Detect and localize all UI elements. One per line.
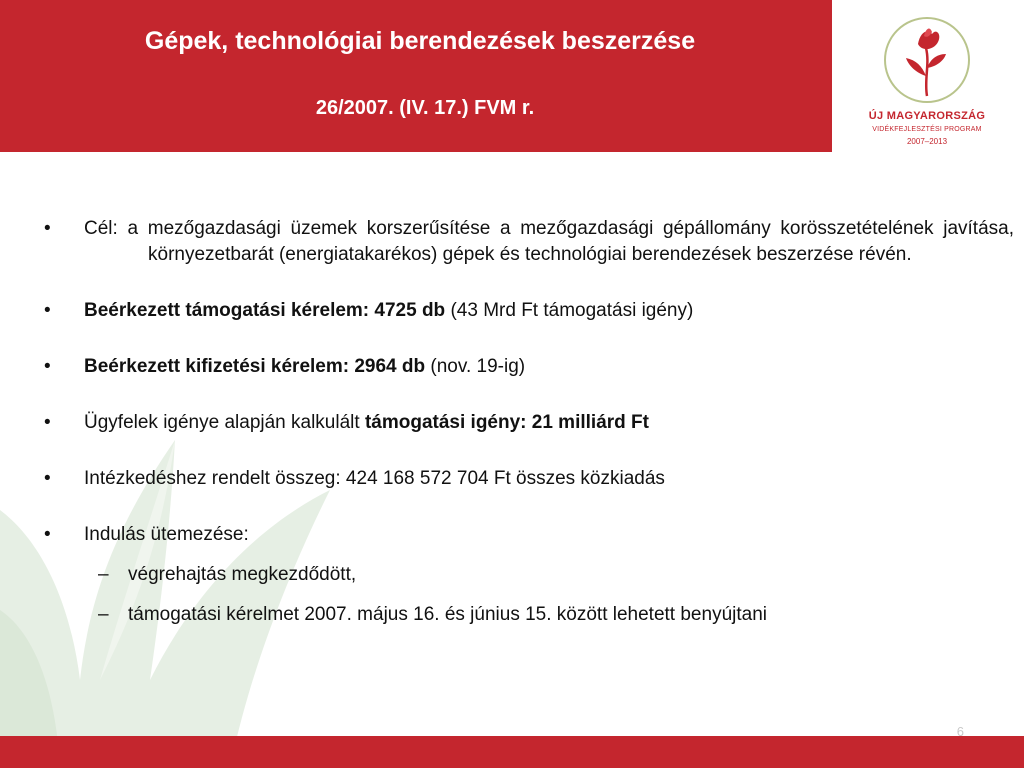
slide-subtitle: 26/2007. (IV. 17.) FVM r. [315,97,535,119]
header-band [0,0,832,152]
schedule-sub-item [84,602,1014,628]
bullet-icon: • [44,218,51,239]
goal-description: a mezőgazdasági üzemek korszerűsítése a mezőgazdasági gépállomány korösszetételének javítása, környezetbarát (energiatakarékos) gépek és technológiai berendezések beszerzése révén. [127,218,1014,265]
bullet-allocation [44,466,1014,492]
bullet-schedule [44,522,1014,628]
applications-bold: Beérkezett támogatási kérelem: 4725 db [84,300,446,321]
logo-name: ÚJ MAGYARORSZÁG [868,110,986,122]
slide-content [44,216,1014,658]
schedule-label: Indulás ütemezése: [84,524,249,545]
demand-bold: támogatási igény: 21 milliárd Ft [364,412,649,433]
bullet-payments [44,354,1014,380]
schedule-sub-item-text: támogatási kérelmet 2007. május 16. és június 15. között lehetett benyújtani [128,604,767,625]
program-logo [852,14,1002,154]
allocation-text: Intézkedéshez rendelt összeg: 424 168 572 704 Ft összes közkiadás [84,468,665,489]
payments-normal: (nov. 19-ig) [430,356,526,377]
footer-band [0,736,1024,768]
logo-years: 2007–2013 [906,137,948,146]
applications-normal: (43 Mrd Ft támogatási igény) [450,300,694,321]
payments-bold: Beérkezett kifizetési kérelem: 2964 db [84,356,426,377]
bullet-icon: • [44,412,51,433]
goal-label: Cél: [84,218,118,239]
bullet-demand [44,410,1014,436]
dash-icon: – [98,604,109,625]
flower-logo-icon [884,14,970,106]
bullet-icon: • [44,524,51,545]
schedule-sub-item [84,562,1014,588]
bullet-icon: • [44,300,51,321]
page-number: 6 [956,724,964,739]
slide-title: Gépek, technológiai berendezések beszerzése [144,27,696,55]
logo-program: VIDÉKFEJLESZTÉSI PROGRAM [872,126,982,133]
bullet-applications [44,298,1014,324]
demand-normal: Ügyfelek igénye alapján kalkulált [84,412,360,433]
bullet-goal [44,216,1014,268]
dash-icon: – [98,564,109,585]
bullet-icon: • [44,468,51,489]
schedule-sub-item-text: végrehajtás megkezdődött, [128,564,357,585]
goal-text [84,216,1014,268]
schedule-sub-list [84,562,1014,628]
bullet-icon: • [44,356,51,377]
